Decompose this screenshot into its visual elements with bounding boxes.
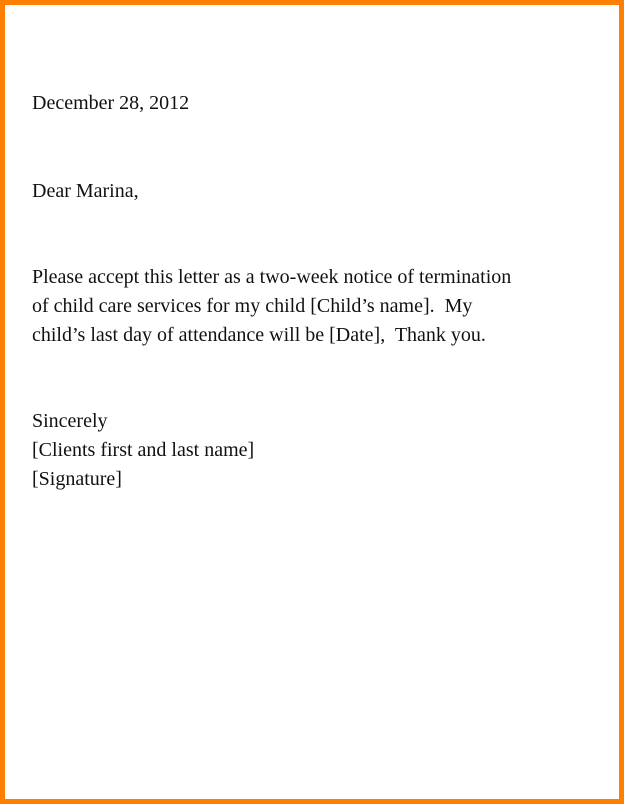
letter-salutation: Dear Marina, (32, 180, 139, 202)
letter-body-line: child’s last day of attendance will be [Date], Thank you. (32, 324, 486, 346)
letter-body-line: Please accept this letter as a two-week notice of termination (32, 266, 512, 288)
letter-body-line: of child care services for my child [Child’s name]. My (32, 295, 473, 317)
client-name-placeholder: [Clients first and last name] (32, 439, 255, 461)
letter-date: December 28, 2012 (32, 92, 190, 114)
letter-closing: Sincerely (32, 410, 108, 432)
signature-placeholder: [Signature] (32, 468, 122, 490)
